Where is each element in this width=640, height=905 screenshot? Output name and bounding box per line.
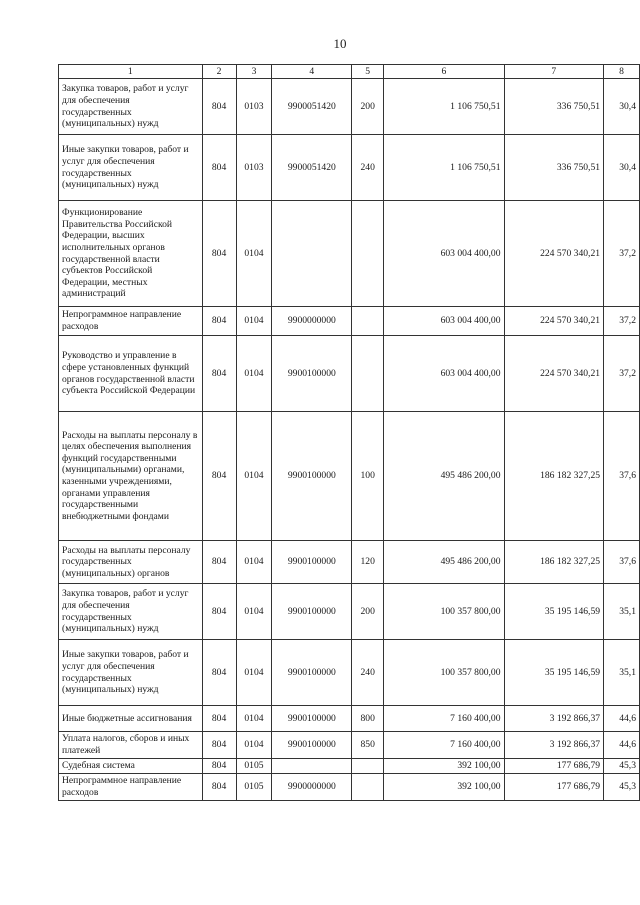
execution-percent: 35,1 — [604, 584, 640, 640]
target-article-code: 9900100000 — [272, 732, 352, 759]
execution-percent: 30,4 — [604, 135, 640, 201]
target-article-code: 9900100000 — [272, 640, 352, 706]
department-code: 804 — [202, 640, 236, 706]
section-code: 0104 — [236, 307, 272, 336]
actual-amount: 3 192 866,37 — [504, 706, 604, 732]
expense-name: Непрограммное направление расходов — [59, 773, 203, 800]
target-article-code: 9900051420 — [272, 79, 352, 135]
section-code: 0104 — [236, 336, 272, 412]
table-row — [59, 640, 640, 706]
actual-amount: 35 195 146,59 — [504, 640, 604, 706]
execution-percent: 45,3 — [604, 759, 640, 774]
execution-percent: 37,2 — [604, 201, 640, 307]
expense-type-code: 200 — [352, 79, 384, 135]
execution-percent: 37,6 — [604, 541, 640, 584]
actual-amount: 177 686,79 — [504, 773, 604, 800]
section-code: 0104 — [236, 640, 272, 706]
column-header: 4 — [272, 65, 352, 79]
department-code: 804 — [202, 706, 236, 732]
planned-amount: 100 357 800,00 — [384, 640, 504, 706]
expense-type-code: 100 — [352, 412, 384, 541]
actual-amount: 336 750,51 — [504, 79, 604, 135]
expense-type-code: 120 — [352, 541, 384, 584]
department-code: 804 — [202, 732, 236, 759]
execution-percent: 35,1 — [604, 640, 640, 706]
execution-percent: 44,6 — [604, 732, 640, 759]
column-header: 2 — [202, 65, 236, 79]
column-header: 3 — [236, 65, 272, 79]
target-article-code: 9900100000 — [272, 412, 352, 541]
planned-amount: 7 160 400,00 — [384, 706, 504, 732]
column-header: 1 — [59, 65, 203, 79]
table-row — [59, 759, 640, 774]
planned-amount: 495 486 200,00 — [384, 412, 504, 541]
planned-amount: 7 160 400,00 — [384, 732, 504, 759]
planned-amount: 603 004 400,00 — [384, 307, 504, 336]
target-article-code: 9900100000 — [272, 541, 352, 584]
department-code: 804 — [202, 307, 236, 336]
table-row — [59, 135, 640, 201]
table-row — [59, 584, 640, 640]
expense-type-code — [352, 201, 384, 307]
section-code: 0103 — [236, 135, 272, 201]
actual-amount: 177 686,79 — [504, 759, 604, 774]
table-row — [59, 79, 640, 135]
expense-name: Расходы на выплаты персоналу в целях обеспечения выполнения функций государственными (муниципальными) органами, казенными учреждениями, органами управления государственными внебюджетными фондами — [59, 412, 203, 541]
department-code: 804 — [202, 541, 236, 584]
target-article-code: 9900100000 — [272, 336, 352, 412]
execution-percent: 44,6 — [604, 706, 640, 732]
target-article-code: 9900000000 — [272, 773, 352, 800]
header-row — [59, 65, 640, 79]
table-row — [59, 201, 640, 307]
expense-type-code: 200 — [352, 584, 384, 640]
expense-name: Иные закупки товаров, работ и услуг для обеспечения государственных (муниципальных) нужд — [59, 640, 203, 706]
planned-amount: 392 100,00 — [384, 773, 504, 800]
column-header: 5 — [352, 65, 384, 79]
section-code: 0105 — [236, 759, 272, 774]
planned-amount: 495 486 200,00 — [384, 541, 504, 584]
department-code: 804 — [202, 412, 236, 541]
execution-percent: 37,6 — [604, 412, 640, 541]
actual-amount: 224 570 340,21 — [504, 336, 604, 412]
expense-name: Иные закупки товаров, работ и услуг для обеспечения государственных (муниципальных) нужд — [59, 135, 203, 201]
department-code: 804 — [202, 201, 236, 307]
execution-percent: 30,4 — [604, 79, 640, 135]
execution-percent: 45,3 — [604, 773, 640, 800]
department-code: 804 — [202, 336, 236, 412]
table-row — [59, 336, 640, 412]
planned-amount: 603 004 400,00 — [384, 336, 504, 412]
table-row — [59, 732, 640, 759]
actual-amount: 186 182 327,25 — [504, 541, 604, 584]
target-article-code — [272, 759, 352, 774]
planned-amount: 1 106 750,51 — [384, 135, 504, 201]
expense-type-code: 800 — [352, 706, 384, 732]
section-code: 0104 — [236, 201, 272, 307]
expense-name: Иные бюджетные ассигнования — [59, 706, 203, 732]
expense-name: Руководство и управление в сфере установленных функций органов государственной власти субъекта Российской Федерации — [59, 336, 203, 412]
table-row — [59, 706, 640, 732]
planned-amount: 100 357 800,00 — [384, 584, 504, 640]
expense-type-code — [352, 307, 384, 336]
page-number: 10 — [333, 36, 347, 51]
department-code: 804 — [202, 773, 236, 800]
planned-amount: 603 004 400,00 — [384, 201, 504, 307]
expense-type-code: 240 — [352, 640, 384, 706]
table-row — [59, 412, 640, 541]
expense-name: Уплата налогов, сборов и иных платежей — [59, 732, 203, 759]
expense-type-code — [352, 759, 384, 774]
actual-amount: 3 192 866,37 — [504, 732, 604, 759]
budget-table — [58, 64, 640, 801]
planned-amount: 392 100,00 — [384, 759, 504, 774]
section-code: 0104 — [236, 541, 272, 584]
expense-type-code: 240 — [352, 135, 384, 201]
section-code: 0105 — [236, 773, 272, 800]
column-header: 6 — [384, 65, 504, 79]
section-code: 0104 — [236, 412, 272, 541]
table-row — [59, 541, 640, 584]
expense-type-code — [352, 336, 384, 412]
expense-name: Расходы на выплаты персоналу государственных (муниципальных) органов — [59, 541, 203, 584]
actual-amount: 336 750,51 — [504, 135, 604, 201]
target-article-code: 9900100000 — [272, 584, 352, 640]
expense-type-code: 850 — [352, 732, 384, 759]
table-row — [59, 307, 640, 336]
section-code: 0104 — [236, 584, 272, 640]
execution-percent: 37,2 — [604, 336, 640, 412]
target-article-code: 9900051420 — [272, 135, 352, 201]
planned-amount: 1 106 750,51 — [384, 79, 504, 135]
actual-amount: 224 570 340,21 — [504, 201, 604, 307]
expense-type-code — [352, 773, 384, 800]
expense-name: Непрограммное направление расходов — [59, 307, 203, 336]
section-code: 0103 — [236, 79, 272, 135]
expense-name: Закупка товаров, работ и услуг для обеспечения государственных (муниципальных) нужд — [59, 79, 203, 135]
department-code: 804 — [202, 759, 236, 774]
target-article-code: 9900000000 — [272, 307, 352, 336]
expense-name: Функционирование Правительства Российской Федерации, высших исполнительных органов государственной власти субъектов Российской Федерации, местных администраций — [59, 201, 203, 307]
target-article-code: 9900100000 — [272, 706, 352, 732]
target-article-code — [272, 201, 352, 307]
section-code: 0104 — [236, 706, 272, 732]
department-code: 804 — [202, 584, 236, 640]
expense-name: Судебная система — [59, 759, 203, 774]
actual-amount: 224 570 340,21 — [504, 307, 604, 336]
column-header: 7 — [504, 65, 604, 79]
column-header: 8 — [604, 65, 640, 79]
department-code: 804 — [202, 79, 236, 135]
table-row — [59, 773, 640, 800]
actual-amount: 186 182 327,25 — [504, 412, 604, 541]
section-code: 0104 — [236, 732, 272, 759]
actual-amount: 35 195 146,59 — [504, 584, 604, 640]
department-code: 804 — [202, 135, 236, 201]
execution-percent: 37,2 — [604, 307, 640, 336]
expense-name: Закупка товаров, работ и услуг для обеспечения государственных (муниципальных) нужд — [59, 584, 203, 640]
